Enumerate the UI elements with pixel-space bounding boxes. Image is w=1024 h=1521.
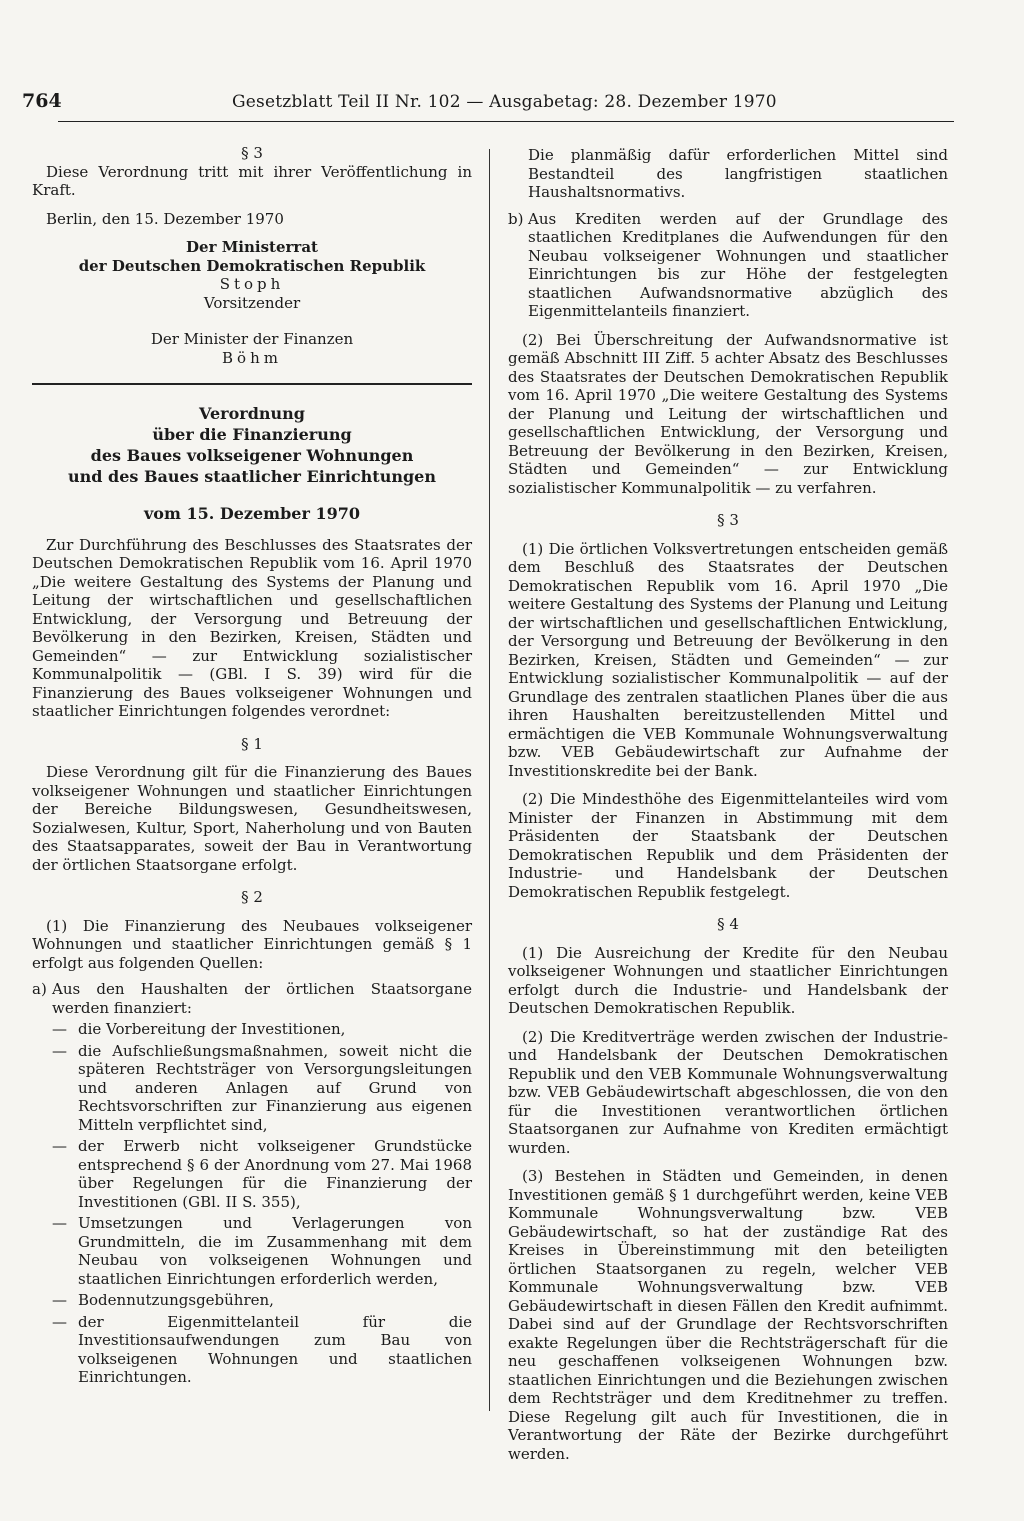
- section-3-paragraph-1: (1) Die örtlichen Volksvertretungen entscheiden gemäß dem Beschluß des Staatsrates der Deutschen Demokratischen Republik vom 16. April 1970 „Die weitere Gestaltung des Systems der Planung und Leitung der wirtschaftlichen und gesellschaftlichen Entwicklung, der Versorgung und Betreuung der Bevölkerung in den Bezirken, Kreisen, Städten und Gemeinden“ — zur Entwicklung sozialistischer Kommunalpolitik — auf der Grundlage des zentralen staatlichen Planes über die aus ihren Haushalten bereitzustellenden Mittel und ermächtigen die VEB Kommunale Wohnungsverwaltung bzw. VEB Gebäudewirtschaft zur Aufnahme der Investitionskredite bei der Bank.: [508, 539, 948, 780]
- dash-item-text: die Vorbereitung der Investitionen,: [78, 1020, 346, 1038]
- section-3-heading: § 3: [717, 511, 739, 529]
- section-1-heading: § 1: [241, 734, 263, 753]
- list-label-b: b): [508, 209, 524, 228]
- dash-item-text: der Eigenmittelanteil für die Investitionsaufwendungen zum Bau von volkseigenen Wohnungen und staatlichen Einrichtungen.: [78, 1312, 472, 1386]
- prev-section-heading: § 3: [241, 144, 263, 162]
- dash-item: [32, 1137, 472, 1211]
- dash-item-text: Umsetzungen und Verlagerungen von Grundmitteln, die im Zusammenhang mit dem Neubau von volkseigenen Wohnungen und staatlichen Einrichtungen erforderlich werden,: [78, 1214, 472, 1288]
- item-a-continuation: Die planmäßig dafür erforderlichen Mittel sind Bestandteil des langfristigen staatlichen Haushaltsnormativs.: [528, 146, 948, 201]
- list-label-a: a): [32, 980, 47, 998]
- section-2-paragraph-1: (1) Die Finanzierung des Neubaues volkseigener Wohnungen und staatlicher Einrichtungen gemäß § 1 erfolgt aus folgenden Quellen:: [32, 916, 472, 972]
- signature-block-ministerrat: [32, 238, 472, 312]
- title-line1: Verordnung: [199, 404, 305, 423]
- dash-item: [32, 1291, 472, 1310]
- signature-role-minister: Der Minister der Finanzen: [150, 330, 354, 348]
- section-4-heading: § 4: [717, 915, 739, 933]
- column-divider: [489, 149, 490, 1411]
- section-4-paragraph-1: (1) Die Ausreichung der Kredite für den Neubau volkseigener Wohnungen und staatlicher Einrichtungen erfolgt durch die Industrie- und Handelsbank der Deutschen Demokratischen Republik.: [508, 943, 948, 1017]
- dash-symbol: —: [52, 1041, 67, 1060]
- right-column: [508, 146, 948, 1463]
- ordinance-date: vom 15. Dezember 1970: [143, 504, 361, 523]
- title-line2: über die Finanzierung: [152, 425, 352, 444]
- dash-item: [32, 1313, 472, 1387]
- section-1-text: Diese Verordnung gilt für die Finanzierung des Baues volkseigener Wohnungen und staatlicher Einrichtungen der Bereiche Bildungswesen, Gesundheitswesen, Sozialwesen, Kultur, Sport, Naherholung und von Bauten des Staatsapparates, soweit der Bau in Verantwortung der örtlichen Staatsorgane erfolgt.: [32, 763, 472, 874]
- section-rule: [32, 383, 472, 385]
- section-4-paragraph-3: (3) Bestehen in Städten und Gemeinden, in denen Investitionen gemäß § 1 durchgeführt werden, keine VEB Kommunale Wohnungsverwaltung bzw. VEB Gebäudewirtschaft, so hat der zuständige Rat des Kreises in Übereinstimmung mit den beteiligten örtlichen Staatsorganen zu regeln, welcher VEB Kommunale Wohnungsverwaltung bzw. VEB Gebäudewirtschaft in diesen Fällen den Kredit aufnimmt. Dabei sind auf der Grundlage der Rechtsvorschriften exakte Regelungen über die Rechtsträgerschaft für die neu geschaffenen volkseigenen Wohnungen bzw. staatlichen Einrichtungen und die Beziehungen zwischen dem Rechtsträger und dem Kreditnehmer zu treffen. Diese Regelung gilt auch für Investitionen, die in Verantwortung der Räte der Bezirke durchgeführt werden.: [508, 1167, 948, 1463]
- list-item-a: [32, 980, 472, 1017]
- dash-item: [32, 1042, 472, 1135]
- dash-item-text: die Aufschließungsmaßnahmen, soweit nicht die späteren Rechtsträger von Versorgungsleitungen und anderen Anlagen auf Grund von Rechtsvorschriften zur Finanzierung aus eigenen Mitteln verpflichtet sind,: [78, 1041, 472, 1134]
- dash-symbol: —: [52, 1020, 67, 1038]
- page-number: 764: [22, 90, 62, 112]
- header-rule: [58, 121, 954, 122]
- dash-symbol: —: [52, 1291, 67, 1309]
- list-item-b: [508, 210, 948, 321]
- dash-symbol: —: [52, 1312, 67, 1331]
- title-line4: und des Baues staatlicher Einrichtungen: [68, 467, 436, 486]
- dash-item: [32, 1214, 472, 1288]
- signature-org-line1: Der Ministerrat: [186, 238, 318, 256]
- left-column: [32, 144, 472, 1387]
- title-line3: des Baues volkseigener Wohnungen: [90, 446, 414, 465]
- header-title: Gesetzblatt Teil II Nr. 102 — Ausgabetag: 28. Dezember 1970: [232, 92, 777, 112]
- section-3-paragraph-2: (2) Die Mindesthöhe des Eigenmittelanteiles wird vom Minister der Finanzen in Abstimmung mit dem Präsidenten der Staatsbank der Deutschen Demokratischen Republik und dem Präsidenten der Industrie- und Handelsbank der Deutschen Demokratischen Republik festgelegt.: [508, 790, 948, 901]
- signature-name-stoph: Stoph: [219, 275, 285, 293]
- section-2-heading: § 2: [241, 888, 263, 906]
- dash-symbol: —: [52, 1137, 67, 1155]
- dash-item-text: Bodennutzungsgebühren,: [78, 1291, 274, 1309]
- signature-org-line2: der Deutschen Demokratischen Republik: [78, 256, 426, 275]
- signature-block-finance: [32, 330, 472, 367]
- dash-item-text: der Erwerb nicht volkseigener Grundstücke entsprechend § 6 der Anordnung vom 27. Mai 1968 über Regelungen für die Finanzierung der Investitionen (GBl. II S. 355),: [78, 1137, 472, 1211]
- place-date: Berlin, den 15. Dezember 1970: [46, 209, 284, 228]
- signature-name-boehm: Böhm: [222, 348, 282, 367]
- list-text-a: Aus den Haushalten der örtlichen Staatsorgane werden finanziert:: [52, 980, 472, 1017]
- prev-section-text: Diese Verordnung tritt mit ihrer Veröffentlichung in Kraft.: [32, 162, 472, 199]
- signature-role-chair: Vorsitzender: [203, 293, 301, 312]
- section-4-paragraph-2: (2) Die Kreditverträge werden zwischen der Industrie- und Handelsbank der Deutschen Demokratischen Republik und den VEB Kommunale Wohnungsverwaltung bzw. VEB Gebäudewirtschaft abgeschlossen, die von den für die Investitionen verantwortlichen örtlichen Staatsorganen zur Aufnahme von Krediten ermächtigt wurden.: [508, 1027, 948, 1157]
- section-2-paragraph-2: (2) Bei Überschreitung der Aufwandsnormative ist gemäß Abschnitt III Ziff. 5 achter Absatz des Beschlusses des Staatsrates der Deutschen Demokratischen Republik vom 16. April 1970 „Die weitere Gestaltung des Systems der Planung und Leitung der wirtschaftlichen und gesellschaftlichen Entwicklung, der Versorgung und Betreuung der Bevölkerung in den Bezirken, Kreisen, Städten und Gemeinden“ — zur Entwicklung sozialistischer Kommunalpolitik — zu verfahren.: [508, 330, 948, 497]
- preamble: Zur Durchführung des Beschlusses des Staatsrates der Deutschen Demokratischen Republik vom 16. April 1970 „Die weitere Gestaltung des Systems der Planung und Leitung der wirtschaftlichen und gesellschaftlichen Entwicklung, der Versorgung und Betreuung der Bevölkerung in den Bezirken, Kreisen, Städten und Gemeinden“ — zur Entwicklung sozialistischer Kommunalpolitik — (GBl. I S. 39) wird für die Finanzierung des Baues volkseigener Wohnungen und staatlicher Einrichtungen folgendes verordnet:: [32, 535, 472, 720]
- dash-item: [32, 1020, 472, 1039]
- list-text-b: Aus Krediten werden auf der Grundlage des staatlichen Kreditplanes die Aufwendungen für den Neubau volkseigener Wohnungen und staatlicher Einrichtungen bis zur Höhe der festgelegten staatlichen Aufwandsnormative abzüglich des Eigenmittelanteils finanziert.: [528, 209, 948, 320]
- ordinance-title: [32, 403, 472, 487]
- dash-symbol: —: [52, 1214, 67, 1232]
